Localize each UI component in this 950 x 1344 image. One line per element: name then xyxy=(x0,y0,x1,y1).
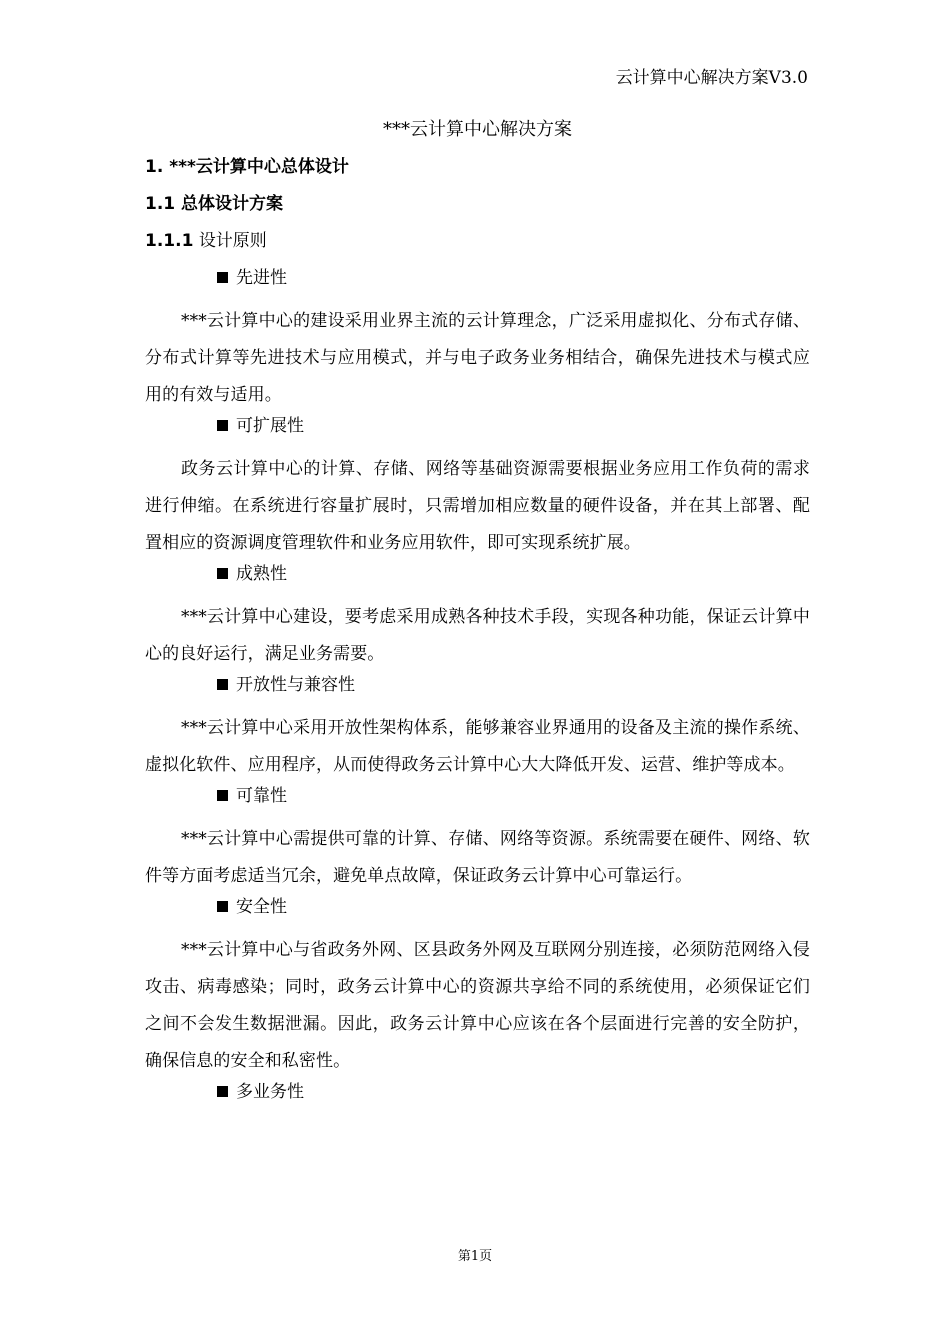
section-paragraph: ***云计算中心采用开放性架构体系，能够兼容业界通用的设备及主流的操作系统、虚拟化软件、应用程序，从而使得政务云计算中心大大降低开发、运营、维护等成本。 xyxy=(145,718,810,775)
page-footer xyxy=(0,1248,950,1266)
section-paragraph: ***云计算中心建设，要考虑采用成熟各种技术手段，实现各种功能，保证云计算中心的良好运行，满足业务需要。 xyxy=(145,607,810,664)
black-square-bullet-icon xyxy=(217,272,228,283)
heading-level-1: 1. ***云计算中心总体设计 xyxy=(145,157,349,177)
black-square-bullet-icon xyxy=(217,679,228,690)
bullet-heading xyxy=(145,673,810,710)
bullet-heading-text: 可扩展性 xyxy=(236,416,304,436)
black-square-bullet-icon xyxy=(217,568,228,579)
bullet-heading xyxy=(145,266,810,303)
bullet-heading xyxy=(145,1080,810,1117)
bullet-heading-text: 开放性与兼容性 xyxy=(236,675,355,695)
document-title: ***云计算中心解决方案 xyxy=(383,119,572,140)
heading-level-3-text: 设计原则 xyxy=(198,231,267,251)
section-paragraph: ***云计算中心与省政务外网、区县政务外网及互联网分别连接，必须防范网络入侵攻击、病毒感染；同时，政务云计算中心的资源共享给不同的系统使用，必须保证它们之间不会发生数据泄漏。因此，政务云计算中心应该在各个层面进行完善的安全防护，确保信息的安全和私密性。 xyxy=(145,940,810,1071)
bullet-heading xyxy=(145,784,810,821)
document-body xyxy=(145,118,810,1117)
black-square-bullet-icon xyxy=(217,1086,228,1097)
bullet-heading-text: 安全性 xyxy=(236,897,287,917)
bullet-heading xyxy=(145,562,810,599)
heading-level-3-number: 1.1.1 xyxy=(145,231,194,251)
page-number: 第1页 xyxy=(457,1249,493,1264)
black-square-bullet-icon xyxy=(217,420,228,431)
header-text: 云计算中心解决方案V3.0 xyxy=(615,68,808,88)
black-square-bullet-icon xyxy=(217,790,228,801)
black-square-bullet-icon xyxy=(217,901,228,912)
bullet-heading-text: 可靠性 xyxy=(236,786,287,806)
section-paragraph: ***云计算中心需提供可靠的计算、存储、网络等资源。系统需要在硬件、网络、软件等方面考虑适当冗余，避免单点故障，保证政务云计算中心可靠运行。 xyxy=(145,829,810,886)
heading-level-2: 1.1 总体设计方案 xyxy=(145,194,284,214)
bullet-heading xyxy=(145,895,810,932)
heading-level-3 xyxy=(145,229,810,266)
section-paragraph: 政务云计算中心的计算、存储、网络等基础资源需要根据业务应用工作负荷的需求进行伸缩。在系统进行容量扩展时，只需增加相应数量的硬件设备，并在其上部署、配置相应的资源调度管理软件和业务应用软件，即可实现系统扩展。 xyxy=(145,459,810,553)
page-header xyxy=(616,66,808,90)
bullet-heading xyxy=(145,414,810,451)
section-paragraph: ***云计算中心的建设采用业界主流的云计算理念，广泛采用虚拟化、分布式存储、分布式计算等先进技术与应用模式，并与电子政务业务相结合，确保先进技术与模式应用的有效与适用。 xyxy=(145,311,810,405)
bullet-heading-text: 先进性 xyxy=(236,268,287,288)
bullet-heading-text: 多业务性 xyxy=(236,1082,304,1102)
bullet-heading-text: 成熟性 xyxy=(236,564,287,584)
